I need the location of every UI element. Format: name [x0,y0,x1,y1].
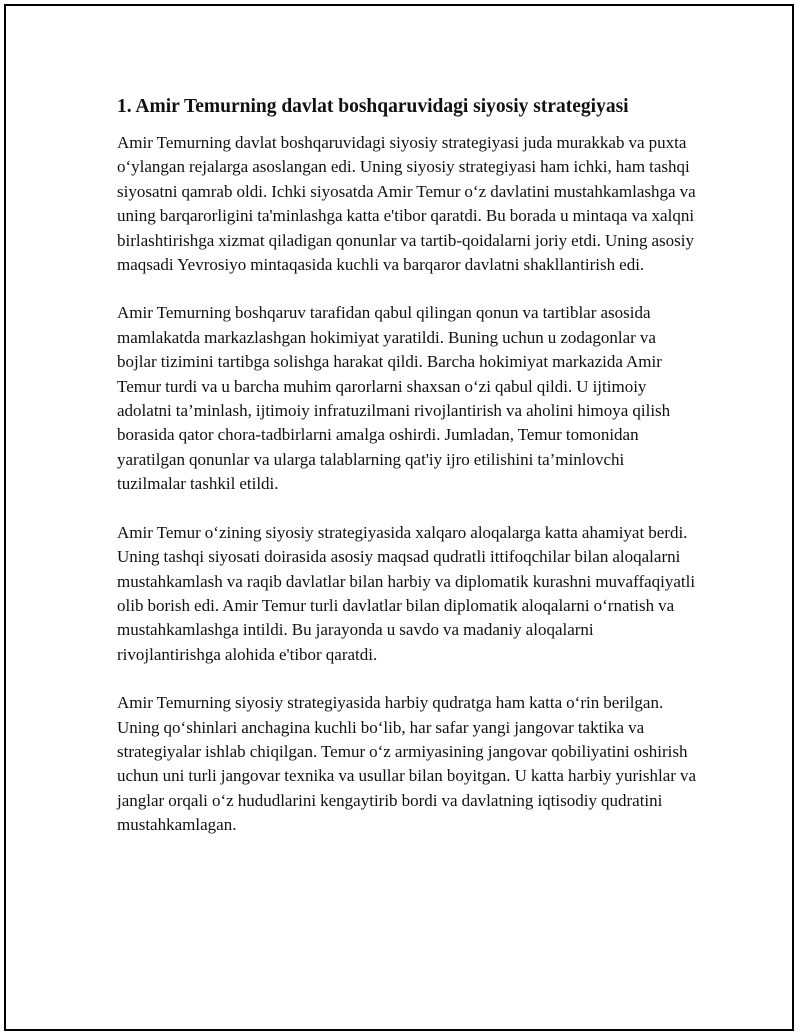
paragraph-1: Amir Temurning davlat boshqaruvidagi siyosiy strategiyasi juda murakkab va puxta o‘ylangan rejalarga asoslangan edi. Uning siyosiy strategiyasi ham ichki, ham tashqi siyosatni qamrab oldi. Ichki siyosatda Amir Temur o‘z davlatini mustahkamlashga va uning barqarorligini ta'minlashga katta e'tibor qaratdi. Bu borada u mintaqa va xalqni birlashtirishga xizmat qiladigan qonunlar va tartib-qoidalarni joriy etdi. Uning asosiy maqsadi Yevrosiyo mintaqasida kuchli va barqaror davlatni shakllantirish edi. [117,133,696,275]
paragraph-4: Amir Temurning siyosiy strategiyasida harbiy qudratga ham katta o‘rin berilgan. Uning qo‘shinlari anchagina kuchli bo‘lib, har safar yangi jangovar taktika va strategiyalar ishlab chiqilgan. Temur o‘z armiyasining jangovar qobiliyatini oshirish uchun uni turli jangovar texnika va usullar bilan boyitgan. U katta harbiy yurishlar va janglar orqali o‘z hududlarini kengaytirib bordi va davlatning iqtisodiy qudratini mustahkamlagan. [117,693,697,835]
paragraph-2: Amir Temurning boshqaruv tarafidan qabul qilingan qonun va tartiblar asosida mamlakatda markazlashgan hokimiyat yaratildi. Buning uchun u zodagonlar va bojlar tizimini tartibga solishga harakat qildi. Barcha hokimiyat markazida Amir Temur turdi va u barcha muhim qarorlarni shaxsan o‘zi qabul qildi. U ijtimoiy adolatni ta’minlash, ijtimoiy infratuzilmani rivojlantirish va aholini himoya qilish borasida qator chora-tadbirlarni amalga oshirdi. Jumladan, Temur tomonidan yaratilgan qonunlar va ularga talablarning qat'iy ijro etilishini ta’minlovchi tuzilmalar tashkil etildi. [117,303,671,494]
document-body [117,94,697,862]
paragraph-3: Amir Temur o‘zining siyosiy strategiyasida xalqaro aloqalarga katta ahamiyat berdi. Uning tashqi siyosati doirasida asosiy maqsad qudratli ittifoqchilar bilan aloqalarni mustahkamlash va raqib davlatlar bilan harbiy va diplomatik kurashni muvaffaqiyatli olib borish edi. Amir Temur turli davlatlar bilan diplomatik aloqalarni o‘rnatish va mustahkamlashga intildi. Bu jarayonda u savdo va madaniy aloqalarni rivojlantirishga alohida e'tibor qaratdi. [117,522,696,664]
section-heading: 1. Amir Temurning davlat boshqaruvidagi siyosiy strategiyasi [117,96,629,117]
